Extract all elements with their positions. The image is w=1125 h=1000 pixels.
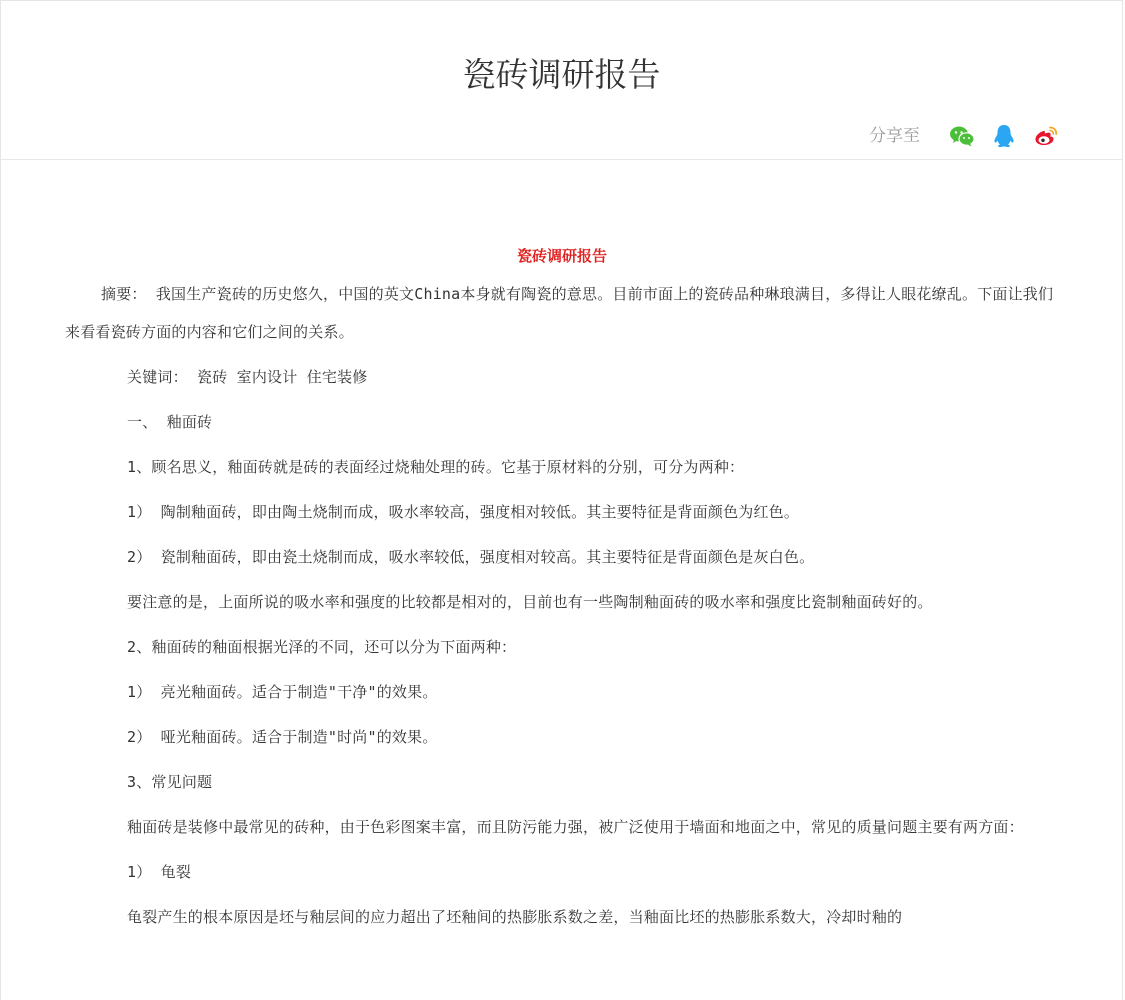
- qq-icon[interactable]: [990, 122, 1018, 150]
- body-paragraph: 1） 亮光釉面砖。适合于制造"干净"的效果。: [127, 683, 438, 701]
- body-paragraph: 1） 龟裂: [127, 863, 192, 881]
- wechat-icon[interactable]: [948, 122, 976, 150]
- weibo-icon[interactable]: [1032, 122, 1060, 150]
- body-paragraph: 3、常见问题: [127, 773, 213, 791]
- article-title: 瓷砖调研报告: [516, 247, 607, 265]
- article-header: [1, 1, 1122, 160]
- body-paragraph: 釉面砖是装修中最常见的砖种，由于色彩图案丰富，而且防污能力强，被广泛使用于墙面和地面之中，常见的质量问题主要有两方面：: [127, 818, 1024, 836]
- section-heading: 一、 釉面砖: [127, 413, 213, 431]
- body-paragraph: 2、釉面砖的釉面根据光泽的不同，还可以分为下面两种：: [127, 638, 517, 656]
- keywords-paragraph: 关键词： 瓷砖 室内设计 住宅装修: [127, 368, 368, 386]
- share-label: 分享至: [869, 126, 920, 146]
- article-body: [65, 241, 1059, 936]
- abstract-paragraph: 摘要： 我国生产瓷砖的历史悠久，中国的英文China本身就有陶瓷的意思。目前市面上的瓷砖品种琳琅满目，多得让人眼花缭乱。下面让我们来看看瓷砖方面的内容和它们之间的关系。: [65, 285, 1054, 341]
- body-paragraph: 要注意的是，上面所说的吸水率和强度的比较都是相对的，目前也有一些陶制釉面砖的吸水率和强度比瓷制釉面砖好的。: [127, 593, 933, 611]
- share-bar: [869, 121, 1060, 151]
- body-paragraph: 龟裂产生的根本原因是坯与釉层间的应力超出了坯釉间的热膨胀系数之差，当釉面比坯的热膨胀系数大，冷却时釉的: [127, 908, 903, 926]
- body-paragraph: 2） 瓷制釉面砖，即由瓷土烧制而成，吸水率较低，强度相对较高。其主要特征是背面颜色是灰白色。: [127, 548, 815, 566]
- body-paragraph: 1、顾名思义，釉面砖就是砖的表面经过烧釉处理的砖。它基于原材料的分别，可分为两种：: [127, 458, 745, 476]
- page-title: 瓷砖调研报告: [462, 55, 661, 94]
- body-paragraph: 1） 陶制釉面砖，即由陶土烧制而成，吸水率较高，强度相对较低。其主要特征是背面颜色为红色。: [127, 503, 800, 521]
- body-paragraph: 2） 哑光釉面砖。适合于制造"时尚"的效果。: [127, 728, 438, 746]
